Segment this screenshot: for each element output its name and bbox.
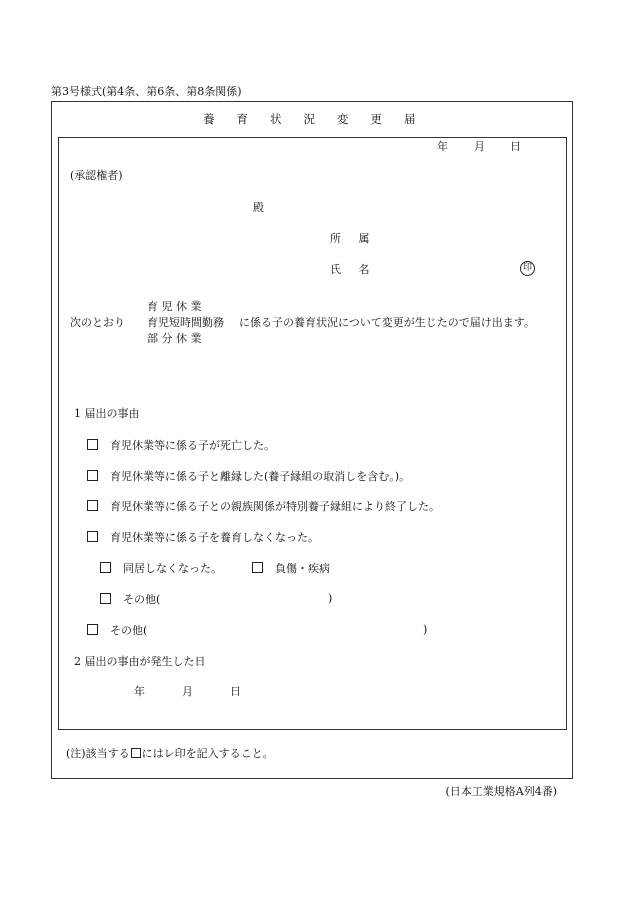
reason-other-close: )	[423, 623, 428, 636]
reason-text: 育児休業等に係る子が死亡した。	[110, 439, 275, 452]
reason-item	[87, 500, 440, 512]
occurrence-day: 日	[230, 685, 241, 698]
statement-prefix: 次のとおり	[70, 316, 125, 329]
sub-reason-other-close: )	[328, 592, 333, 605]
statement-option-childcare-leave: 育 児 休 業	[147, 300, 202, 313]
sub-reason-text: 同居しなくなった。	[123, 562, 222, 575]
sub-reason-checkbox[interactable]	[252, 562, 263, 573]
reason-item	[87, 439, 275, 451]
reason-checkbox[interactable]	[87, 470, 98, 481]
form-number: 第3号様式(第4条、第6条、第8条関係)	[51, 85, 242, 98]
form-inner-frame	[58, 137, 567, 730]
sub-reason-injury	[252, 562, 330, 574]
approver-label: (承認権者)	[70, 169, 123, 182]
reason-item	[87, 470, 410, 482]
reason-checkbox[interactable]	[87, 624, 98, 635]
seal-mark: 印	[520, 261, 535, 276]
occurrence-month: 月	[182, 685, 193, 698]
statement-suffix: に係る子の養育状況について変更が生じたので届け出ます。	[239, 316, 535, 329]
sub-reason-text: 負傷・疾病	[275, 562, 330, 575]
checkbox-symbol	[131, 748, 141, 758]
date-day: 日	[510, 140, 521, 153]
statement-option-short-hours: 育児短時間勤務	[147, 316, 224, 329]
affiliation-label: 所 属	[330, 232, 377, 245]
reason-text: 育児休業等に係る子との親族関係が特別養子縁組により終了した。	[110, 500, 440, 513]
sub-reason-text: その他(	[123, 593, 161, 606]
reason-text: 育児休業等に係る子と離縁した(養子縁組の取消しを含む。)。	[110, 470, 411, 483]
sub-reason-cohabit	[100, 562, 222, 574]
paper-size-note: (日本工業規格A列4番)	[445, 785, 557, 798]
occurrence-year: 年	[134, 685, 145, 698]
note	[66, 748, 274, 759]
reason-checkbox[interactable]	[87, 500, 98, 511]
date-month: 月	[474, 140, 485, 153]
reason-checkbox[interactable]	[87, 439, 98, 450]
form-title: 養育状況変更届	[203, 112, 438, 126]
honorific: 殿	[253, 201, 264, 214]
reason-text: その他(	[110, 624, 148, 637]
section2-heading: 2 届出の事由が発生した日	[74, 655, 206, 668]
statement-option-partial-leave: 部 分 休 業	[147, 332, 202, 345]
name-label: 氏 名	[330, 263, 377, 276]
reason-text: 育児休業等に係る子を養育しなくなった。	[110, 531, 319, 544]
date-year: 年	[437, 140, 448, 153]
note-prefix: (注)該当する	[66, 747, 130, 760]
sub-reason-checkbox[interactable]	[100, 562, 111, 573]
section1-heading: 1 届出の事由	[74, 407, 140, 420]
sub-reason-checkbox[interactable]	[100, 593, 111, 604]
sub-reason-other	[100, 593, 160, 605]
reason-item	[87, 531, 319, 543]
note-suffix: にはレ印を記入すること。	[141, 747, 274, 760]
reason-other	[87, 624, 147, 636]
reason-checkbox[interactable]	[87, 531, 98, 542]
